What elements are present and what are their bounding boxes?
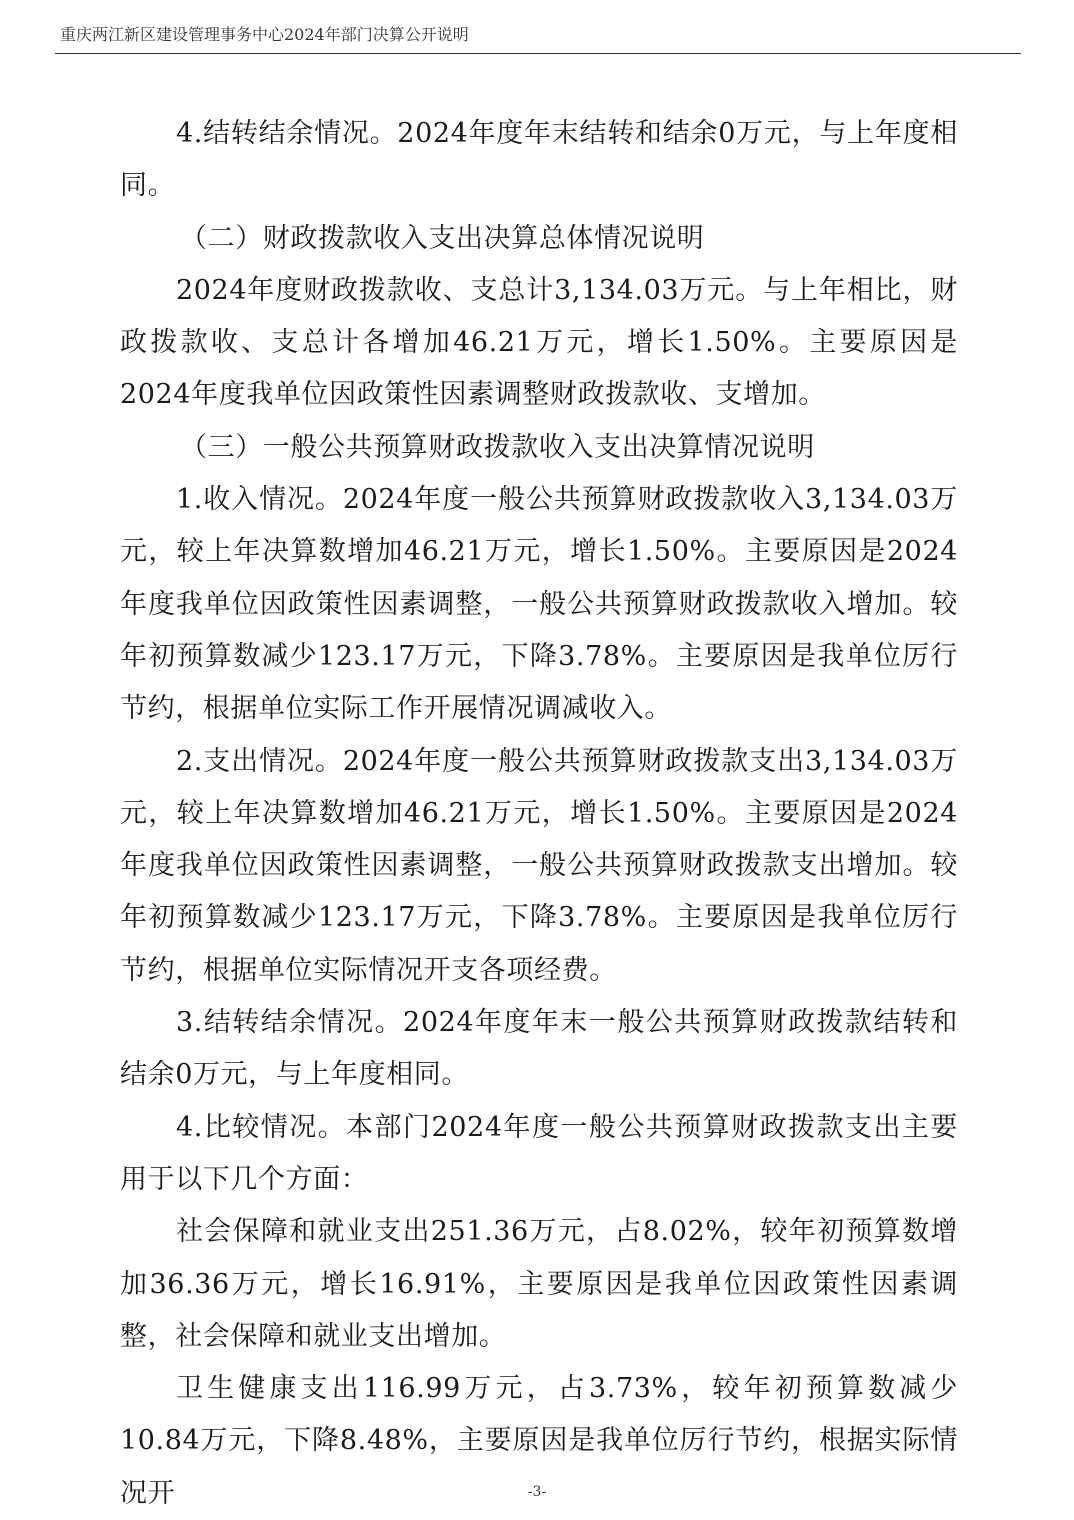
- paragraph-carryover-balance: 4.结转结余情况。2024年度年末结转和结余0万元，与上年度相同。: [120, 118, 958, 202]
- header-divider: [55, 53, 1021, 54]
- paragraph-general-carryover: 3.结转结余情况。2024年度年末一般公共预算财政拨款结转和结余0万元，与上年度相同。: [120, 1007, 958, 1091]
- paragraph-comparison: 4.比较情况。本部门2024年度一般公共预算财政拨款支出主要用于以下几个方面：: [120, 1111, 958, 1195]
- paragraph-health: 卫生健康支出116.99万元，占3.73%，较年初预算数减少10.84万元，下降8.48%，主要原因是我单位厉行节约，根据实际情况开: [120, 1373, 958, 1509]
- paragraph-income: 1.收入情况。2024年度一般公共预算财政拨款收入3,134.03万元，较上年决算数增加46.21万元，增长1.50%。主要原因是2024年度我单位因政策性因素调整，一般公共预算财政拨款收入增加。较年初预算数减少123.17万元，下降3.78%。主要原因是我单位厉行节约，根据单位实际工作开展情况调减收入。: [120, 484, 958, 725]
- page-number: -3-: [527, 1484, 547, 1500]
- paragraph-fiscal-overall: 2024年度财政拨款收、支总计3,134.03万元。与上年相比，财政拨款收、支总计各增加46.21万元，增长1.50%。主要原因是2024年度我单位因政策性因素调整财政拨款收、支增加。: [120, 274, 958, 411]
- paragraph-social-security: 社会保障和就业支出251.36万元，占8.02%，较年初预算数增加36.36万元，增长16.91%，主要原因是我单位因政策性因素调整，社会保障和就业支出增加。: [120, 1216, 958, 1352]
- running-header: 重庆两江新区建设管理事务中心2024年部门决算公开说明: [60, 25, 469, 44]
- document-body: [120, 108, 958, 1520]
- section-heading-fiscal-overall: （二）财政拨款收入支出决算总体情况说明: [180, 222, 705, 254]
- section-heading-general-budget: （三）一般公共预算财政拨款收入支出决算情况说明: [180, 431, 815, 463]
- paragraph-expenditure: 2.支出情况。2024年度一般公共预算财政拨款支出3,134.03万元，较上年决算数增加46.21万元，增长1.50%。主要原因是2024年度我单位因政策性因素调整，一般公共预算财政拨款支出增加。较年初预算数减少123.17万元，下降3.78%。主要原因是我单位厉行节约，根据单位实际情况开支各项经费。: [120, 745, 958, 986]
